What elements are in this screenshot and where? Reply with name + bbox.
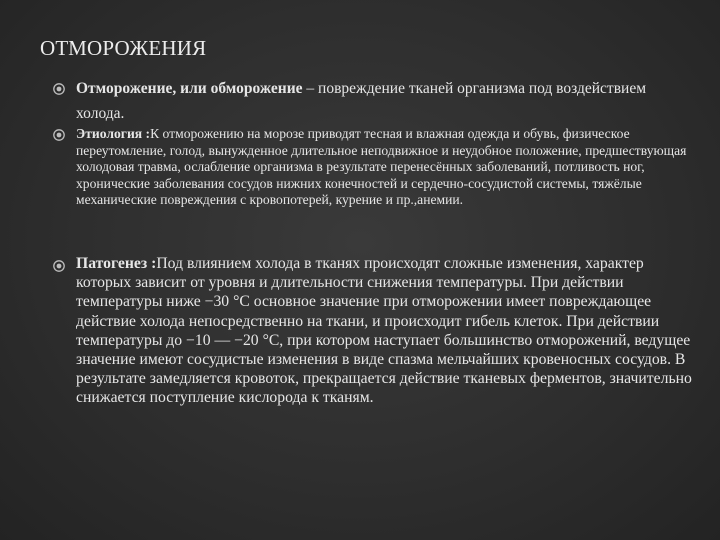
slide-title: ОТМОРОЖЕНИЯ xyxy=(40,36,207,60)
bullet-item-pathogenesis xyxy=(76,254,696,408)
bullet-text: – повреждение тканей организма под воздействием холода. xyxy=(76,80,647,122)
bullet-item-definition xyxy=(76,76,696,126)
bullet-item-etiology xyxy=(76,126,696,209)
circle-bullet-icon xyxy=(52,259,72,273)
bullet-text: Под влиянием холода в тканях происходят сложные изменения, характер которых зависит от уровня и длительности снижения температуры. При действии температуры ниже −30 °C основное значение при отморожении имеет повреждающее действие холода непосредственно на ткани, и происходит гибель клеток. При действии температуры до −10 — −20 °C, при котором наступает большинство отморожений, ведущее значение имеют сосудистые изменения в виде спазма мельчайших кровеносных сосудов. В результате замедляется кровоток, прекращается действие тканевых ферментов, значительно снижается поступление кислорода к тканям. xyxy=(76,255,692,407)
circle-bullet-icon xyxy=(52,82,72,96)
bullet-term: Отморожение, или обморожение xyxy=(76,80,303,97)
bullet-text: К отморожению на морозе приводят тесная и влажная одежда и обувь, физическое переутомление, голод, вынужденное длительное неподвижное и неудобное положение, предшествующая холодовая травма, ослабление организма в результате перенесённых заболеваний, потливость ног, хронические заболевания сосудов нижних конечностей и сердечно-сосудистой системы, тяжёлые механические повреждения с кровопотерей, курение и пр.,анемии. xyxy=(76,126,687,208)
bullet-term: Патогенез : xyxy=(76,255,157,272)
circle-bullet-icon xyxy=(52,128,72,142)
bullet-term: Этиология : xyxy=(76,126,151,141)
